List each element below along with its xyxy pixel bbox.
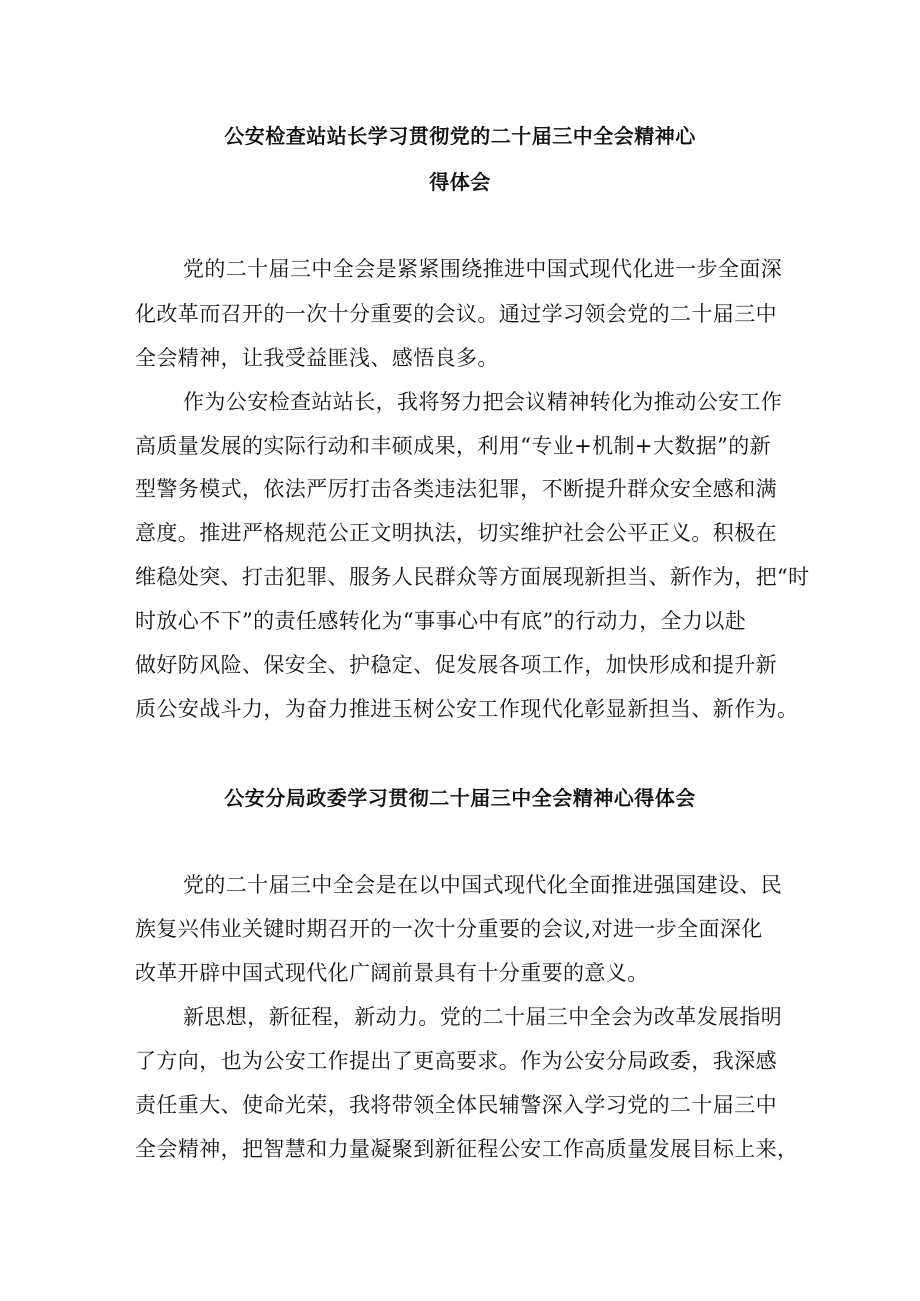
article1-title-line1: 公安检查站站长学习贯彻党的二十届三中全会精神心 bbox=[224, 124, 696, 148]
article2-para1-line: 族复兴伟业关键时期召开的一次十分重要的会议,对进一步全面深化 bbox=[135, 917, 763, 941]
article1-title-line2: 得体会 bbox=[429, 170, 491, 194]
article1-para2-line: 型警务模式，依法严厉打击各类违法犯罪，不断提升群众安全感和满 bbox=[135, 477, 777, 501]
article1-para2-line: 高质量发展的实际行动和丰硕成果，利用“专业+机制+大数据”的新 bbox=[135, 434, 772, 458]
article1-para1-line: 化改革而召开的一次十分重要的会议。通过学习领会党的二十届三中 bbox=[135, 302, 777, 326]
article1-para2-line: 意度。推进严格规范公正文明执法，切实维护社会公平正义。积极在 bbox=[135, 521, 777, 545]
article1-para2-line: 时放心不下”的责任感转化为“事事心中有底”的行动力，全力以赴 bbox=[135, 609, 747, 633]
article2-para2-line: 责任重大、使命光荣，我将带领全体民辅警深入学习党的二十届三中 bbox=[135, 1093, 777, 1117]
article1-para2-line: 质公安战斗力，为奋力推进玉树公安工作现代化彰显新担当、新作为。 bbox=[135, 697, 799, 721]
article1-para2-line: 做好防风险、保安全、护稳定、促发展各项工作，加快形成和提升新 bbox=[135, 653, 777, 677]
article2-para2-line: 了方向，也为公安工作提出了更高要求。作为公安分局政委，我深感 bbox=[135, 1049, 777, 1073]
article2-para1-line: 党的二十届三中全会是在以中国式现代化全面推进强国建设、民 bbox=[183, 873, 783, 897]
article1-para1-line: 全会精神，让我受益匪浅、感悟良多。 bbox=[135, 346, 499, 370]
article1-para2-line: 作为公安检查站站长，我将努力把会议精神转化为推动公安工作 bbox=[183, 390, 783, 414]
article1-para1-line: 党的二十届三中全会是紧紧围绕推进中国式现代化进一步全面深 bbox=[183, 257, 783, 281]
article2-para2-line: 全会精神，把智慧和力量凝聚到新征程公安工作高质量发展目标上来， bbox=[135, 1137, 799, 1161]
article2-para2-line: 新思想，新征程，新动力。党的二十届三中全会为改革发展指明 bbox=[183, 1005, 783, 1029]
article1-para2-line: 维稳处突、打击犯罪、服务人民群众等方面展现新担当、新作为，把“时 bbox=[135, 565, 810, 589]
article2-title: 公安分局政委学习贯彻二十届三中全会精神心得体会 bbox=[224, 786, 696, 810]
article2-para1-line: 改革开辟中国式现代化广阔前景具有十分重要的意义。 bbox=[135, 961, 649, 985]
